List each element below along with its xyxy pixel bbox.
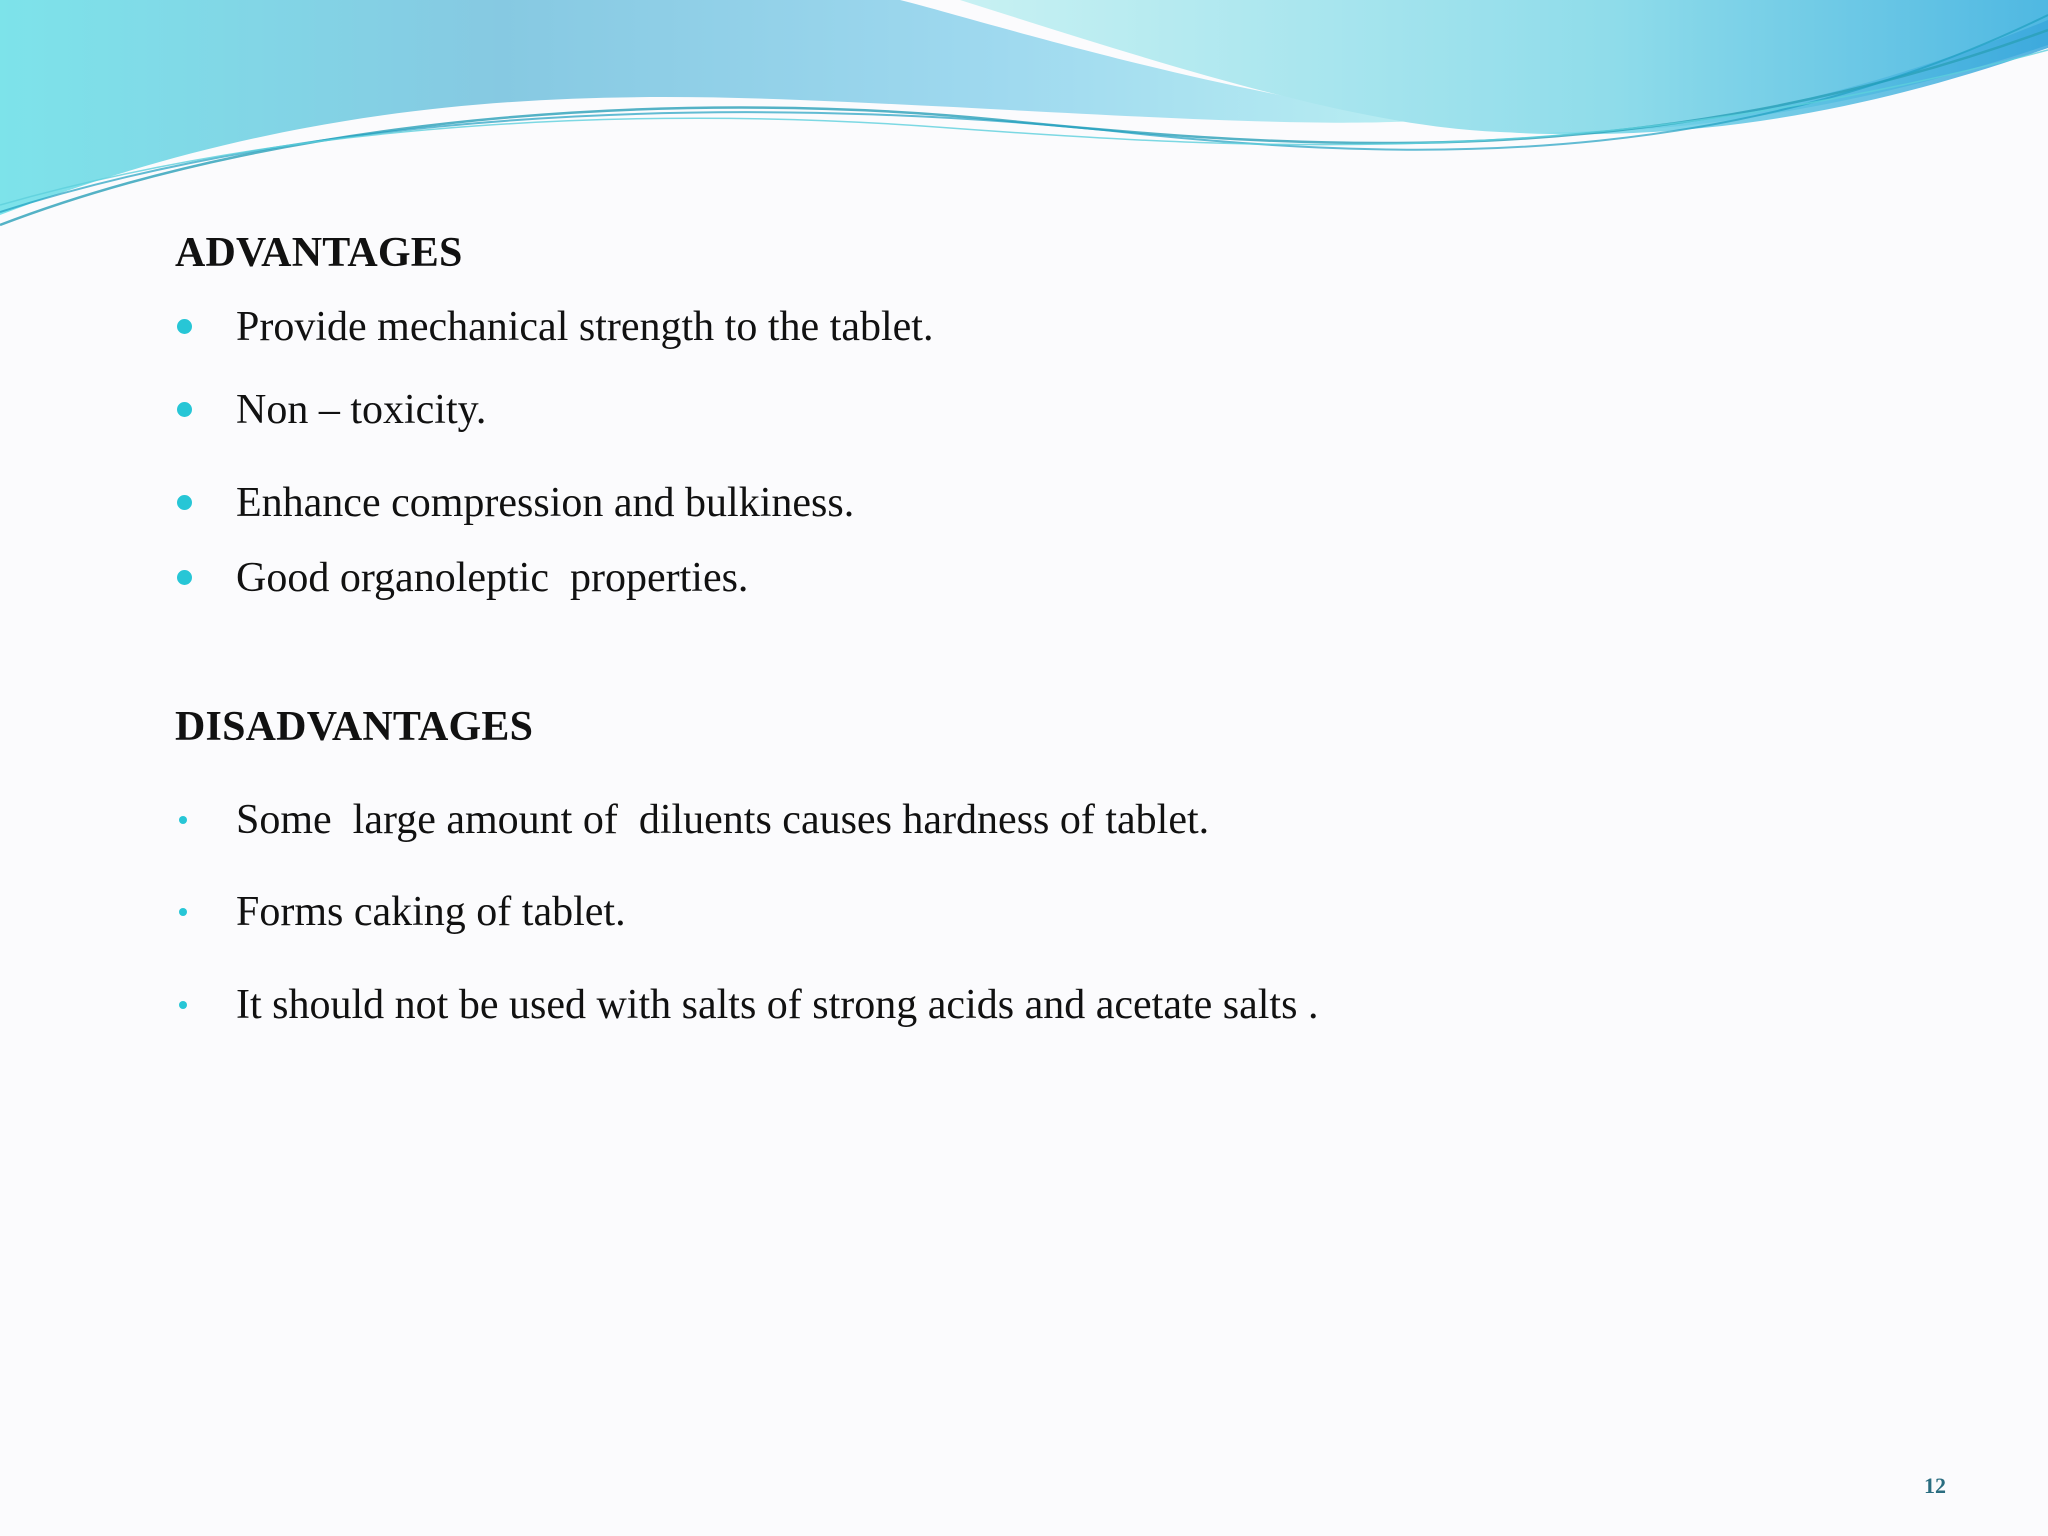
bullet-dot-icon <box>179 816 187 824</box>
list-item-text: Enhance compression and bulkiness. <box>236 480 855 526</box>
list-item-text: Good organoleptic properties. <box>236 555 749 601</box>
page-number: 12 <box>1924 1473 1946 1498</box>
list-item <box>175 980 1875 1030</box>
list-item <box>175 385 1875 435</box>
list-item-text: It should not be used with salts of strong acids and acetate salts . <box>236 982 1319 1028</box>
list-item-text: Provide mechanical strength to the tablet. <box>236 304 934 350</box>
advantages-heading: ADVANTAGES <box>175 230 463 276</box>
list-item <box>175 478 1875 528</box>
list-item-text: Non – toxicity. <box>236 387 487 433</box>
header-wave-decoration <box>0 0 2048 240</box>
bullet-dot-icon <box>177 495 192 510</box>
bullet-dot-icon <box>177 570 192 585</box>
list-item-text: Some large amount of diluents causes hardness of tablet. <box>236 797 1210 843</box>
disadvantages-heading: DISADVANTAGES <box>175 704 534 750</box>
bullet-dot-icon <box>177 402 192 417</box>
list-item <box>175 302 1875 352</box>
list-item-text: Forms caking of tablet. <box>236 889 626 935</box>
bullet-dot-icon <box>177 319 192 334</box>
bullet-dot-icon <box>179 908 187 916</box>
list-item <box>175 553 1875 603</box>
bullet-dot-icon <box>179 1001 187 1009</box>
list-item <box>175 795 1875 845</box>
list-item <box>175 887 1875 937</box>
